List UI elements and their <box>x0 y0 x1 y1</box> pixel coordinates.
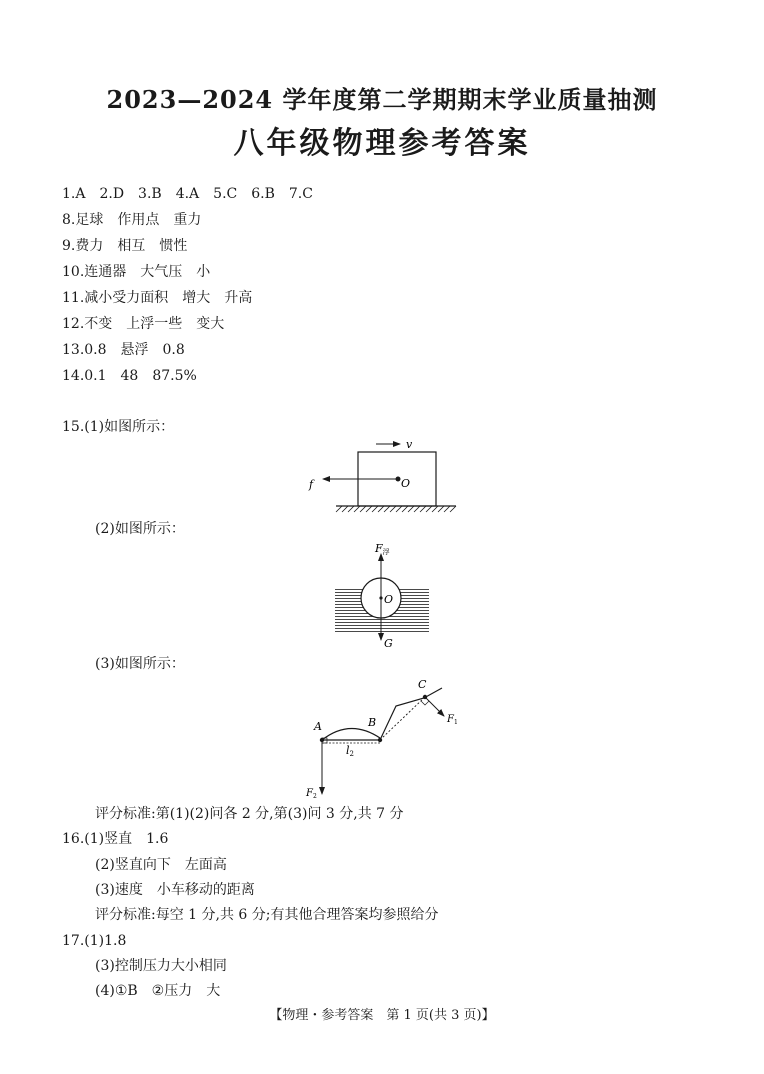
answer-10: 10.连通器 大气压 小 <box>62 264 211 280</box>
ground-hatch <box>336 506 456 512</box>
center-label: O <box>401 477 411 490</box>
friction-label: f <box>309 478 314 491</box>
label-c: C <box>418 678 427 691</box>
answer-17-4: (4)①B ②压力 大 <box>95 983 221 999</box>
answer-16-3: (3)速度 小车移动的距离 <box>95 882 255 898</box>
center-point <box>379 596 382 599</box>
point-c <box>423 695 427 699</box>
right-angle-mark <box>421 701 429 705</box>
center-point <box>396 477 401 482</box>
moment-arm-dashed <box>380 697 425 740</box>
page-title: 2023—2024 学年度第二学期期末学业质量抽测 <box>106 85 658 114</box>
answer-15-3: (3)如图所示： <box>95 656 185 672</box>
answer-17-1: 17.(1)1.8 <box>62 933 127 949</box>
answer-15-2: (2)如图所示： <box>95 521 185 537</box>
figure-block-friction <box>300 432 470 518</box>
answer-13: 13.0.8 悬浮 0.8 <box>62 342 185 358</box>
answer-16-score: 评分标准:每空 1 分,共 6 分;有其他合理答案均参照给分 <box>95 907 439 923</box>
answer-14: 14.0.1 48 87.5% <box>62 368 197 384</box>
answer-15-1: 15.(1)如图所示： <box>62 419 175 435</box>
answer-1-7: 1.A 2.D 3.B 4.A 5.C 6.B 7.C <box>62 186 313 202</box>
force-f1-arrow <box>425 697 444 716</box>
answer-16-1: 16.(1)竖直 1.6 <box>62 831 169 847</box>
buoyancy-label: F浮 <box>375 542 390 556</box>
label-b: B <box>368 716 377 729</box>
figure-lever <box>302 676 458 800</box>
gravity-label: G <box>384 637 393 650</box>
arm-upper <box>380 688 442 740</box>
answer-17-3: (3)控制压力大小相同 <box>95 958 227 974</box>
answer-11: 11.减小受力面积 增大 升高 <box>62 290 253 306</box>
page-subtitle: 八年级物理参考答案 <box>233 126 531 161</box>
center-label: O <box>384 593 394 606</box>
answer-16-2: (2)竖直向下 左面高 <box>95 857 227 873</box>
label-a: A <box>314 720 322 733</box>
page-footer: 【物理・参考答案 第 1 页(共 3 页)】 <box>269 1008 495 1023</box>
point-a <box>320 738 324 742</box>
arm-curve <box>322 728 380 740</box>
point-b <box>378 738 382 742</box>
answer-8: 8.足球 作用点 重力 <box>62 212 202 228</box>
label-f2: $F_2$ <box>306 788 317 800</box>
answer-15-score: 评分标准:第(1)(2)问各 2 分,第(3)问 3 分,共 7 分 <box>95 806 404 822</box>
answer-9: 9.费力 相互 惯性 <box>62 238 188 254</box>
label-f1: $F_1$ <box>447 714 458 726</box>
answer-12: 12.不变 上浮一些 变大 <box>62 316 225 332</box>
figure-floating-ball <box>325 540 445 654</box>
label-l2: l2 <box>346 744 354 758</box>
velocity-label: v <box>406 438 413 451</box>
